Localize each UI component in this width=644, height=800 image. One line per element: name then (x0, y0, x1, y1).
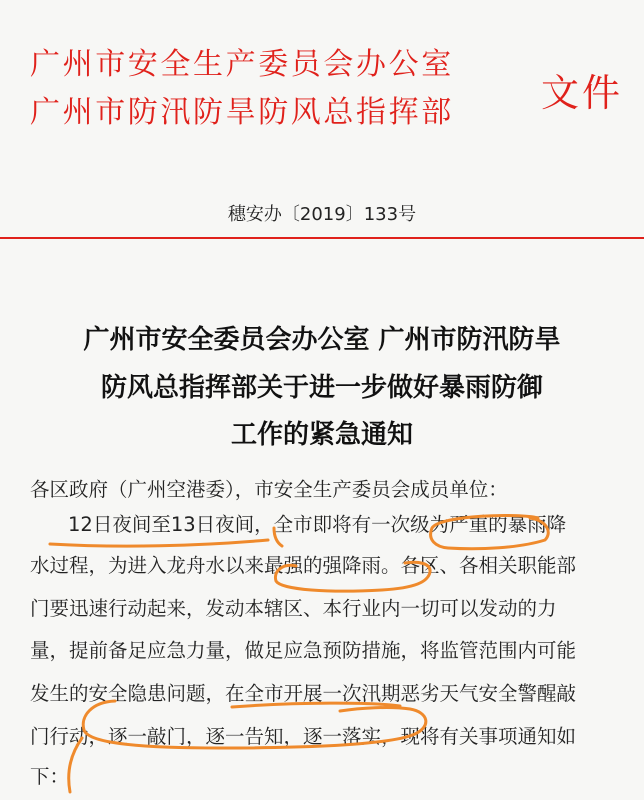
header-divider (0, 237, 644, 239)
body-line: 水过程，为进入龙舟水以来最强的强降雨。各区、各相关职能部 (30, 554, 577, 577)
body-line: 门行动，逐一敲门，逐一告知，逐一落实，现将有关事项通知如 (30, 725, 577, 748)
notice-title-line-3: 工作的紧急通知 (230, 420, 413, 450)
body-line: 12日夜间至13日夜间，全市即将有一次级为严重的暴雨降 (68, 513, 567, 536)
underline-mark (50, 540, 268, 546)
issuer-line-1: 广州市安全生产委员会办公室 (30, 47, 454, 82)
body-line: 下： (30, 765, 70, 788)
issuer-line-2: 广州市防汛防旱防风总指挥部 (30, 95, 454, 130)
document-number: 穗安办〔2019〕133号 (227, 204, 417, 225)
document-label: 文件 (541, 71, 624, 115)
body-line: 门要迅速行动起来，发动本辖区、本行业内一切可以发动的力 (30, 597, 557, 620)
addressee-line: 各区政府（广州空港委），市安全生产委员会成员单位： (30, 478, 508, 501)
body-line: 发生的安全隐患问题，在全市开展一次汛期恶劣天气安全警醒敲 (30, 682, 577, 705)
notice-title-line-1: 广州市安全委员会办公室 广州市防汛防旱 (83, 325, 561, 355)
body-line: 量，提前备足应急力量，做足应急预防措施，将监管范围内可能 (30, 639, 577, 662)
notice-title-line-2: 防风总指挥部关于进一步做好暴雨防御 (100, 373, 543, 403)
